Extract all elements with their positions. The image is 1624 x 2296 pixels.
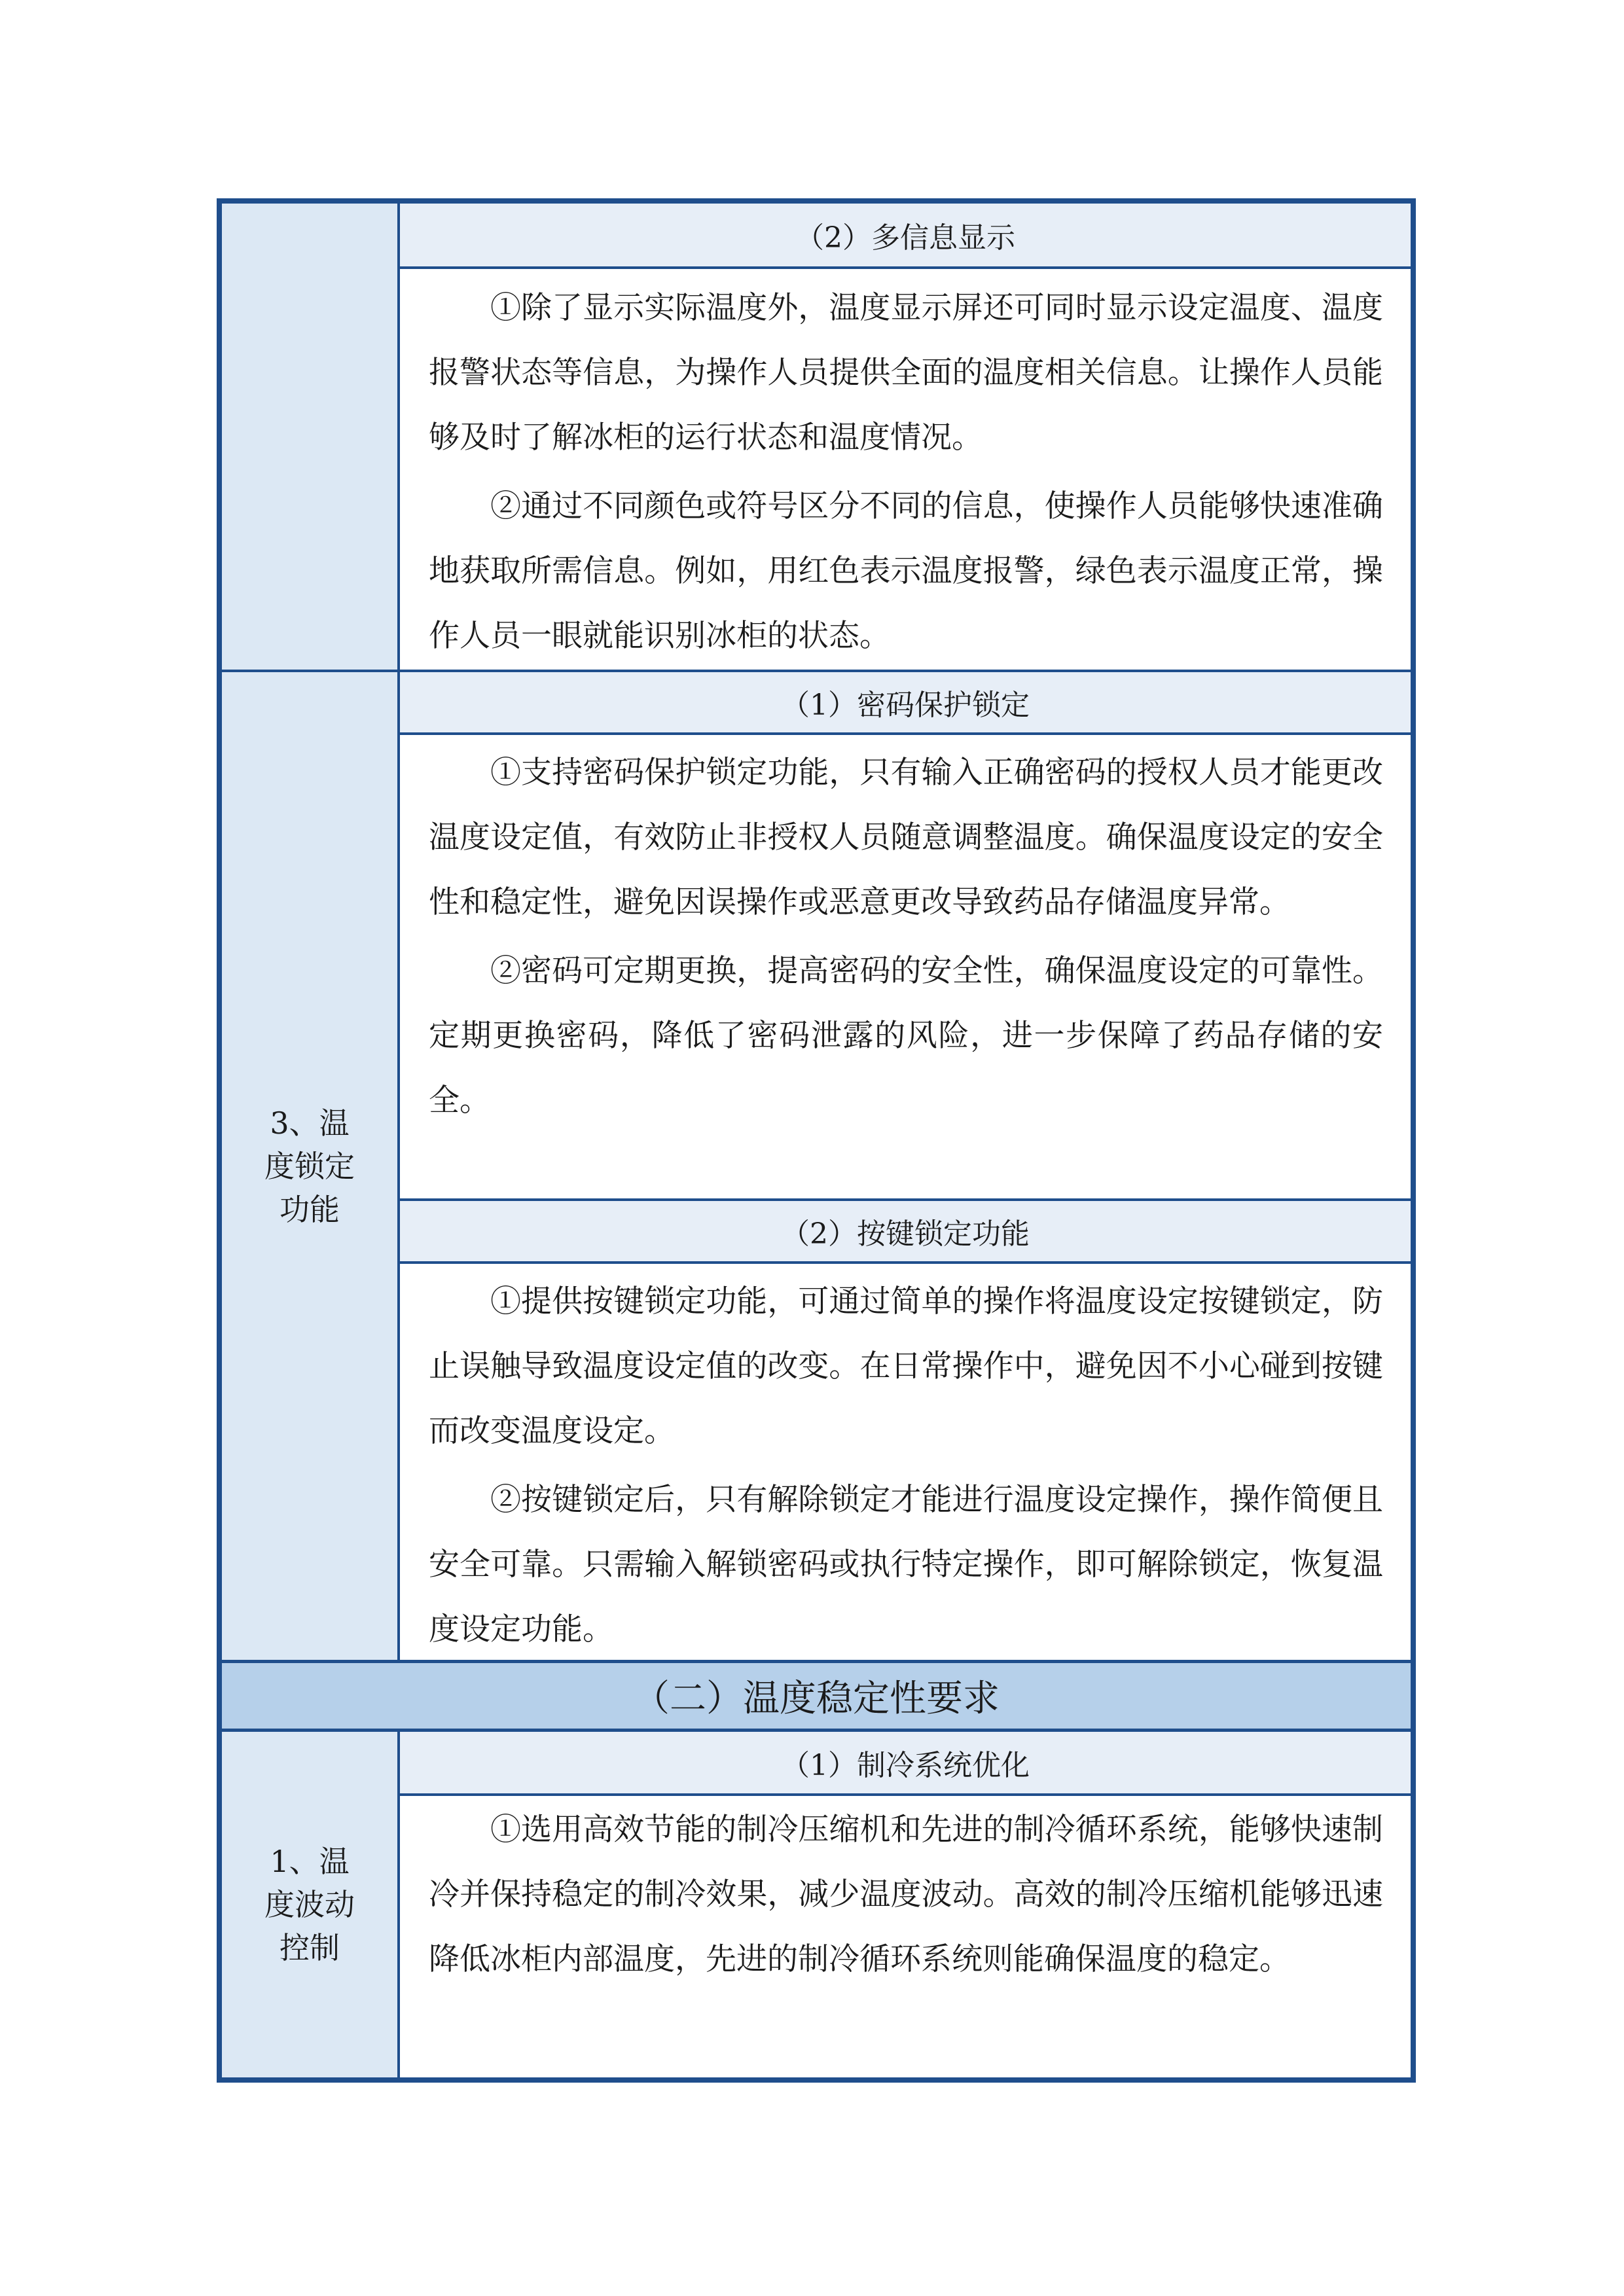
subsection-heading-text: （2）多信息显示 bbox=[795, 221, 1015, 255]
row-label-cell bbox=[222, 672, 400, 1660]
paragraph: ①除了显示实际温度外，温度显示屏还可同时显示设定温度、温度报警状态等信息，为操作人员提供全面的温度相关信息。让操作人员能够及时了解冰柜的运行状态和温度情况。 bbox=[429, 290, 1383, 456]
subsection-heading bbox=[400, 1201, 1411, 1264]
row-label-cell bbox=[222, 1732, 400, 2077]
paragraph: ②密码可定期更换，提高密码的安全性，确保温度设定的可靠性。定期更换密码，降低了密码泄露的风险，进一步保障了药品存储的安全。 bbox=[429, 953, 1383, 1119]
subsection-heading-text: （1）密码保护锁定 bbox=[781, 689, 1030, 722]
subsection-body bbox=[400, 269, 1411, 670]
row-label: 3、温度锁定功能 bbox=[264, 1105, 355, 1227]
paragraph: ①提供按键锁定功能，可通过简单的操作将温度设定按键锁定，防止误触导致温度设定值的改变。在日常操作中，避免因不小心碰到按键而改变温度设定。 bbox=[429, 1283, 1383, 1449]
subsection-body bbox=[400, 735, 1411, 1198]
subsection-heading bbox=[400, 672, 1411, 735]
subsection-body bbox=[400, 1264, 1411, 1660]
subsection-heading bbox=[400, 1732, 1411, 1796]
paragraph: ①支持密码保护锁定功能，只有输入正确密码的授权人员才能更改温度设定值，有效防止非授权人员随意调整温度。确保温度设定的安全性和稳定性，避免因误操作或恶意更改导致药品存储温度异常。 bbox=[429, 755, 1383, 920]
paragraph: ②通过不同颜色或符号区分不同的信息，使操作人员能够快速准确地获取所需信息。例如，用红色表示温度报警，绿色表示温度正常，操作人员一眼就能识别冰柜的状态。 bbox=[429, 488, 1383, 654]
paragraph: ①选用高效节能的制冷压缩机和先进的制冷循环系统，能够快速制冷并保持稳定的制冷效果，减少温度波动。高效的制冷压缩机能够迅速降低冰柜内部温度，先进的制冷循环系统则能确保温度的稳定。 bbox=[429, 1812, 1383, 1977]
row-label-cell bbox=[222, 204, 400, 670]
subsection-heading bbox=[400, 204, 1411, 269]
subsection-heading-text: （2）按键锁定功能 bbox=[781, 1217, 1030, 1251]
subsection-heading-text: （1）制冷系统优化 bbox=[781, 1749, 1030, 1782]
spec-table bbox=[217, 198, 1416, 2083]
subsection-body bbox=[400, 1796, 1411, 2077]
paragraph: ②按键锁定后，只有解除锁定才能进行温度设定操作，操作简便且安全可靠。只需输入解锁密码或执行特定操作，即可解除锁定，恢复温度设定功能。 bbox=[429, 1482, 1383, 1647]
section-header bbox=[222, 1660, 1411, 1732]
row-label: 1、温度波动控制 bbox=[264, 1844, 355, 1965]
section-title: （二）温度稳定性要求 bbox=[633, 1677, 1000, 1720]
